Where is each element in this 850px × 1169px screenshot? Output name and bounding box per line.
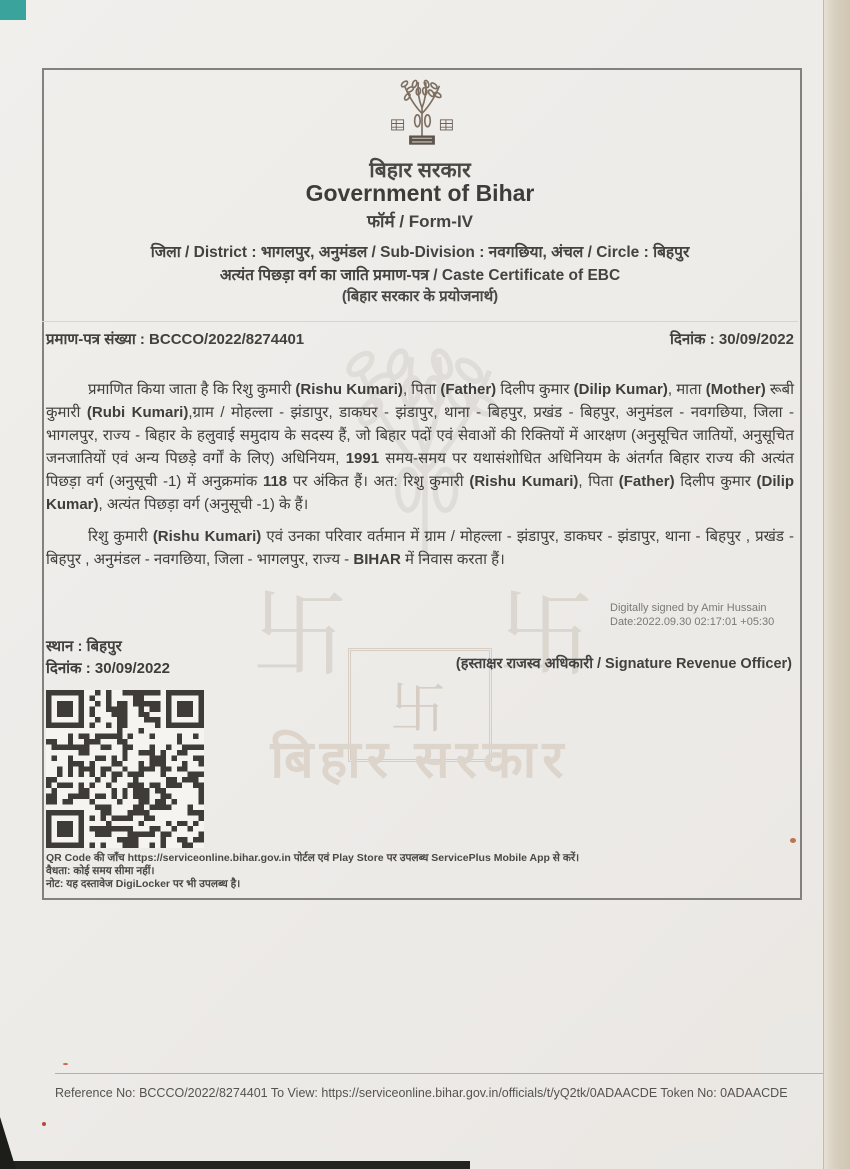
certificate-number-value: BCCCO/2022/8274401 [149,331,305,348]
scan-corner-shadow [0,1117,16,1169]
certificate-title: अत्यंत पिछड़ा वर्ग का जाति प्रमाण-पत्र / Caste Certificate of EBC [219,267,621,284]
digital-signature-line2: Date:2022.09.30 02:17:01 +05:30 [610,616,775,628]
digital-signature-line1: Digitally signed by Amir Hussain [610,602,767,614]
org-name-english: Government of Bihar [305,180,535,206]
watermark-swastika-left: 卐 [252,582,348,689]
signature-officer-label: (हस्ताक्षर राजस्व अधिकारी / Signature Revenue Officer) [455,656,792,672]
qr-note-line3: नोट: यह दस्तावेज DigiLocker पर भी उपलब्ध है। [46,878,241,890]
footer-reference-line: Reference No: BCCCO/2022/8274401 To View: https://serviceonline.bihar.gov.in/officials/t/yQ2tk/0ADAACDE Token No: 0ADAACDE [55,1086,788,1100]
watermark-text: बिहार सरकार [270,731,570,789]
certificate-number-label: प्रमाण-पत्र संख्या : [46,331,145,348]
watermark-plaque: 卐 [348,648,492,762]
footer-divider [55,1073,823,1074]
qr-note-line2: वैधता: कोई समय सीमा नहीं। [46,865,155,877]
certificate-date [670,329,794,349]
scan-corner-artifact [0,0,26,20]
certificate-body-paragraph-2: रिशु कुमारी (Rishu Kumari) एवं उनका परिवार वर्तमान में ग्राम / मोहल्ला - झंडापुर, डाकघर - झंडापुर, थाना - बिहपुर , प्रखंड - बिहपुर , अनुमंडल - नवगछिया, जिला - भागलपुर, राज्य - BIHAR में निवास करता हैं। [46,528,794,568]
certificate-meta-row [46,329,794,349]
bihar-government-emblem [376,76,468,160]
scan-edge-strip [823,0,850,1169]
certificate-date-label: दिनांक : [670,331,715,348]
date-label: दिनांक : 30/09/2022 [46,660,170,677]
district-subdivision-circle-line: जिला / District : भागलपुर, अनुमंडल / Sub-Division : नवगछिया, अंचल / Circle : बिहपुर [150,244,690,261]
qr-verification-notes [46,852,579,891]
certificate-body-paragraph-1: प्रमाणित किया जाता है कि रिशु कुमारी (Rishu Kumari), पिता (Father) दिलीप कुमार (Dilip Kumar), माता (Mother) रूबी कुमारी (Rubi Kumari),ग्राम / मोहल्ला - झंडापुर, डाकघर - झंडापुर, थाना - बिहपुर, प्रखंड - बिहपुर, अनुमंडल - नवगछिया, जिला - भागलपुर, राज्य - बिहार के हलुवाई समुदाय के सदस्य हैं, जो बिहार पदों एवं सेवाओं की रिक्तियों में आरक्षण (अनुसूचित जातियों, अनुसूचित जनजातियों एवं अन्य पिछड़े वर्गों के लिए) अधिनियम, 1991 समय-समय पर यथासंशोधित अधिनियम के अंतर्गत बिहार राज्य की अत्यंत पिछड़ा वर्ग (अनुसूची -1) में अनुक्रमांक 118 पर अंकित हैं। अत: रिशु कुमारी (Rishu Kumari), पिता (Father) दिलीप कुमार (Dilip Kumar), अत्यंत पिछड़ा वर्ग (अनुसूची -1) के हैं। [46,381,795,513]
header-divider [42,321,798,322]
place-label: स्थान : बिहपुर [46,638,122,655]
certificate-number [46,329,304,349]
certificate-date-value: 30/09/2022 [718,331,794,348]
certificate-content [42,68,798,896]
digital-signature-stamp [610,601,774,629]
scan-bottom-shadow [0,1161,470,1169]
qr-code [46,690,204,848]
form-number: फॉर्म / Form-IV [366,212,474,231]
scan-speck [42,1122,46,1126]
scan-speck [63,1063,68,1065]
watermark-swastika-right: 卐 [498,582,594,689]
qr-note-line1: QR Code की जाँच https://serviceonline.bihar.gov.in पोर्टल एवं Play Store पर उपलब्ध ServicePlus Mobile App से करें। [46,852,580,864]
certificate-purpose: (बिहार सरकार के प्रयोजनार्थ) [341,288,499,305]
org-name-hindi: बिहार सरकार [369,159,471,182]
